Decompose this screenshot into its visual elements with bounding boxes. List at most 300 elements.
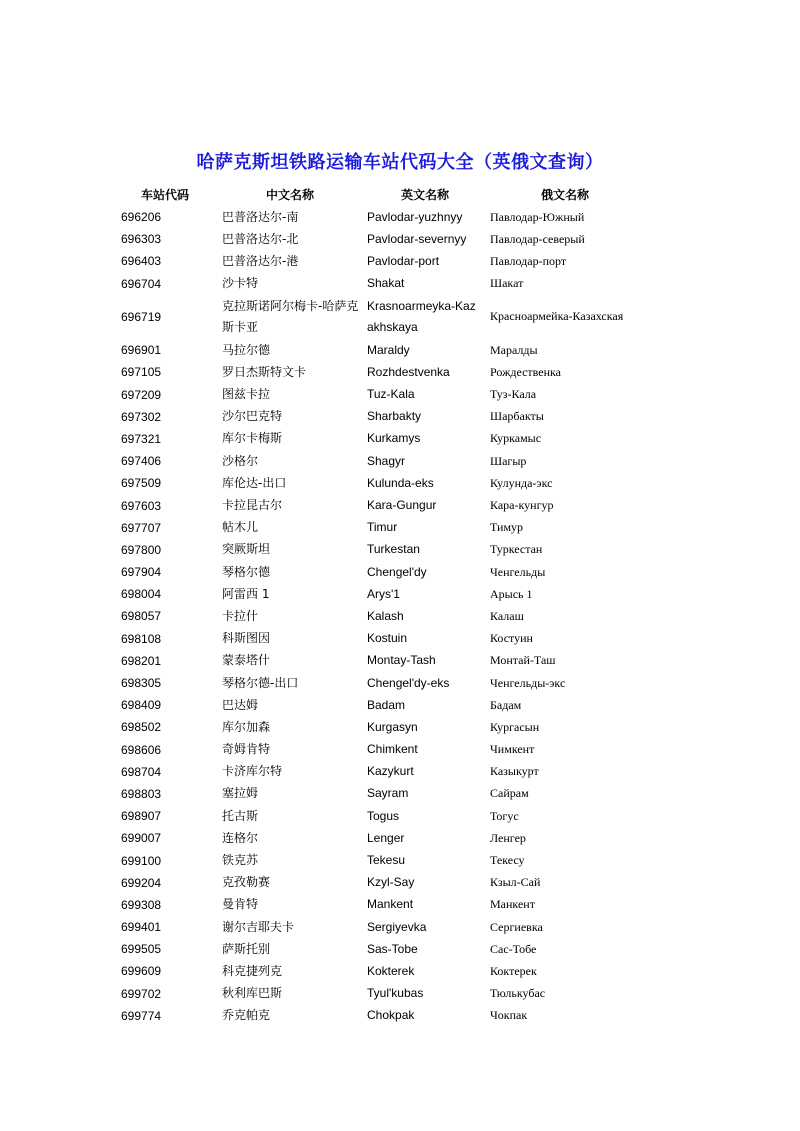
russian-name-cell-text: Тогус <box>490 808 519 823</box>
chinese-name-cell <box>222 739 360 761</box>
table-row <box>0 716 800 738</box>
chinese-name-cell-text: 巴普洛达尔-港 <box>222 253 299 268</box>
english-name-cell <box>367 384 479 406</box>
english-name-cell <box>367 916 479 938</box>
chinese-name-cell <box>222 672 360 694</box>
chinese-name-cell <box>222 716 360 738</box>
station-code-cell-text: 699401 <box>121 920 162 935</box>
chinese-name-cell <box>222 761 360 783</box>
chinese-name-cell <box>222 228 360 250</box>
english-name-cell <box>367 295 479 339</box>
russian-name-cell-text: Калаш <box>490 608 524 623</box>
english-name-cell-text: Kara-Gungur <box>367 498 437 513</box>
station-code-cell-text: 696901 <box>121 343 162 358</box>
russian-name-cell-text: Павлодар-порт <box>490 253 567 268</box>
chinese-name-cell-text: 库尔卡梅斯 <box>222 431 283 446</box>
station-code-cell-text: 697707 <box>121 520 162 535</box>
chinese-name-cell <box>222 539 360 561</box>
table-row <box>0 938 800 960</box>
russian-name-cell-text: Кара-кунгур <box>490 498 554 513</box>
english-name-cell-text: Maraldy <box>367 342 410 357</box>
chinese-name-cell-text: 秋利库巴斯 <box>222 986 283 1001</box>
page-title: 哈萨克斯坦铁路运输车站代码大全（英俄文查询） <box>196 152 604 173</box>
english-name-cell-text: Tekesu <box>367 853 406 868</box>
chinese-name-cell <box>222 517 360 539</box>
russian-name-cell <box>490 938 690 960</box>
chinese-name-cell-text: 谢尔吉耶夫卡 <box>222 919 295 934</box>
english-name-cell-text: Shakat <box>367 276 405 291</box>
station-code-cell-text: 697509 <box>121 476 162 491</box>
station-code-cell <box>121 206 211 228</box>
english-name-cell <box>367 494 479 516</box>
table-row <box>0 450 800 472</box>
english-name-cell-text: Sharbakty <box>367 409 422 424</box>
russian-name-cell <box>490 450 690 472</box>
chinese-name-cell <box>222 583 360 605</box>
chinese-name-cell <box>222 916 360 938</box>
russian-name-cell-text: Манкент <box>490 897 535 912</box>
station-code-cell-text: 698305 <box>121 676 162 691</box>
station-code-cell-text: 696403 <box>121 254 162 269</box>
chinese-name-cell-text: 沙尔巴克特 <box>222 409 283 424</box>
russian-name-cell-text: Шагыр <box>490 453 527 468</box>
russian-name-cell-text: Сас-Тобе <box>490 941 537 956</box>
table-row <box>0 295 800 339</box>
chinese-name-cell <box>222 605 360 627</box>
russian-name-cell <box>490 716 690 738</box>
english-name-cell <box>367 228 479 250</box>
station-code-cell <box>121 361 211 383</box>
station-code-cell <box>121 938 211 960</box>
english-name-cell <box>367 361 479 383</box>
russian-name-cell-text: Шарбакты <box>490 409 544 424</box>
english-name-cell <box>367 517 479 539</box>
english-name-cell-text: Pavlodar-severnyy <box>367 231 467 246</box>
russian-name-cell <box>490 206 690 228</box>
russian-name-cell-text: Сергиевка <box>490 919 543 934</box>
table-row <box>0 849 800 871</box>
english-name-cell-text: Tuz-Kala <box>367 387 415 402</box>
table-row <box>0 339 800 361</box>
english-name-cell-text: Arys'1 <box>367 586 400 601</box>
chinese-name-cell-text: 铁克苏 <box>222 853 259 868</box>
station-code-cell <box>121 916 211 938</box>
station-code-cell-text: 697603 <box>121 498 162 513</box>
russian-name-cell-text: Ченгельды-экс <box>490 675 566 690</box>
station-code-cell <box>121 827 211 849</box>
russian-name-cell <box>490 583 690 605</box>
russian-name-cell <box>490 339 690 361</box>
chinese-name-cell-text: 巴达姆 <box>222 697 259 712</box>
chinese-name-cell <box>222 872 360 894</box>
english-name-cell <box>367 849 479 871</box>
table-row <box>0 872 800 894</box>
table-row <box>0 539 800 561</box>
chinese-name-cell <box>222 472 360 494</box>
english-name-cell <box>367 716 479 738</box>
english-name-cell <box>367 694 479 716</box>
english-name-cell <box>367 472 479 494</box>
english-name-cell <box>367 539 479 561</box>
russian-name-cell-text: Арысь 1 <box>490 586 533 601</box>
station-code-cell <box>121 539 211 561</box>
chinese-name-cell <box>222 938 360 960</box>
chinese-name-cell-text: 帖木儿 <box>222 520 259 535</box>
english-name-cell-text: Tyul'kubas <box>367 986 424 1001</box>
english-name-cell-text: Badam <box>367 697 406 712</box>
table-row <box>0 1005 800 1027</box>
russian-name-cell-text: Шакат <box>490 276 524 291</box>
station-code-cell-text: 696719 <box>121 309 162 324</box>
chinese-name-cell <box>222 805 360 827</box>
chinese-name-cell-text: 乔克帕克 <box>222 1008 271 1023</box>
english-name-cell <box>367 583 479 605</box>
station-code-cell-text: 699774 <box>121 1008 162 1023</box>
chinese-name-cell <box>222 694 360 716</box>
table-row <box>0 894 800 916</box>
english-name-cell <box>367 938 479 960</box>
station-code-cell <box>121 872 211 894</box>
russian-name-cell-text: Павлодар-Южный <box>490 209 585 224</box>
table-row <box>0 494 800 516</box>
russian-name-cell <box>490 960 690 982</box>
english-name-cell <box>367 206 479 228</box>
russian-name-cell <box>490 849 690 871</box>
chinese-name-cell <box>222 273 360 295</box>
station-code-cell-text: 699007 <box>121 831 162 846</box>
station-code-cell-text: 697209 <box>121 387 162 402</box>
station-code-cell-text: 698201 <box>121 653 162 668</box>
table-row <box>0 960 800 982</box>
station-code-cell-text: 698108 <box>121 631 162 646</box>
chinese-name-cell <box>222 494 360 516</box>
english-name-cell-text: Togus <box>367 808 400 823</box>
russian-name-cell-text: Казыкурт <box>490 764 539 779</box>
chinese-name-cell <box>222 361 360 383</box>
station-code-cell <box>121 739 211 761</box>
english-name-cell-text: Mankent <box>367 897 414 912</box>
english-name-cell <box>367 650 479 672</box>
chinese-name-cell-text: 罗日杰斯特文卡 <box>222 364 307 379</box>
station-code-cell <box>121 716 211 738</box>
station-code-cell-text: 697302 <box>121 409 162 424</box>
station-code-cell-text: 698606 <box>121 742 162 757</box>
english-name-cell-text: Chimkent <box>367 742 418 757</box>
english-name-cell <box>367 872 479 894</box>
chinese-name-cell-text: 卡拉什 <box>222 608 259 623</box>
table-row <box>0 628 800 650</box>
station-code-cell-text: 697406 <box>121 454 162 469</box>
russian-name-cell <box>490 561 690 583</box>
english-name-cell-text: Kazykurt <box>367 764 414 779</box>
chinese-name-cell <box>222 1005 360 1027</box>
english-name-cell <box>367 428 479 450</box>
table-row <box>0 517 800 539</box>
russian-name-cell-text: Монтай-Таш <box>490 653 556 668</box>
station-code-cell-text: 698907 <box>121 809 162 824</box>
station-code-cell <box>121 805 211 827</box>
chinese-name-cell-text: 连格尔 <box>222 830 259 845</box>
chinese-name-cell <box>222 827 360 849</box>
chinese-name-cell-text: 马拉尔德 <box>222 342 271 357</box>
chinese-name-cell <box>222 960 360 982</box>
english-name-cell-text: Kurgasyn <box>367 719 418 734</box>
russian-name-cell-text: Маралды <box>490 342 538 357</box>
chinese-name-cell <box>222 783 360 805</box>
station-code-cell <box>121 339 211 361</box>
english-name-cell-text: Shagyr <box>367 453 406 468</box>
station-code-cell <box>121 472 211 494</box>
table-row <box>0 583 800 605</box>
chinese-name-cell <box>222 406 360 428</box>
table-row <box>0 694 800 716</box>
english-name-cell-text: Chengel'dy <box>367 564 427 579</box>
station-code-cell-text: 699702 <box>121 986 162 1001</box>
station-code-cell-text: 698057 <box>121 609 162 624</box>
english-name-cell <box>367 561 479 583</box>
chinese-name-cell <box>222 384 360 406</box>
english-name-cell <box>367 605 479 627</box>
station-code-cell <box>121 561 211 583</box>
chinese-name-cell-text: 琴格尔德 <box>222 564 271 579</box>
russian-name-cell <box>490 628 690 650</box>
chinese-name-cell-text: 图兹卡拉 <box>222 387 271 402</box>
english-name-cell <box>367 783 479 805</box>
russian-name-cell-text: Тимур <box>490 520 524 535</box>
station-code-cell <box>121 250 211 272</box>
english-name-cell-text: Turkestan <box>367 542 420 557</box>
table-row <box>0 739 800 761</box>
table-row <box>0 827 800 849</box>
russian-name-cell <box>490 1005 690 1027</box>
chinese-name-cell <box>222 983 360 1005</box>
station-code-cell-text: 697105 <box>121 365 162 380</box>
station-code-cell <box>121 894 211 916</box>
chinese-name-cell-text: 库伦达-出口 <box>222 475 287 490</box>
station-code-cell-text: 698803 <box>121 786 162 801</box>
table-row <box>0 805 800 827</box>
station-code-cell-text: 699100 <box>121 853 162 868</box>
station-code-cell <box>121 672 211 694</box>
table-row <box>0 605 800 627</box>
table-row <box>0 672 800 694</box>
chinese-name-cell <box>222 206 360 228</box>
table-row <box>0 983 800 1005</box>
english-name-cell <box>367 250 479 272</box>
station-code-cell <box>121 1005 211 1027</box>
station-code-cell-text: 699505 <box>121 942 162 957</box>
table-row <box>0 650 800 672</box>
russian-name-cell-text: Павлодар-северый <box>490 231 585 246</box>
russian-name-cell <box>490 428 690 450</box>
station-code-cell <box>121 450 211 472</box>
english-name-cell <box>367 672 479 694</box>
english-name-cell <box>367 827 479 849</box>
station-code-cell-text: 696206 <box>121 210 162 225</box>
english-name-cell <box>367 805 479 827</box>
chinese-name-cell <box>222 894 360 916</box>
station-code-cell <box>121 650 211 672</box>
table-row <box>0 916 800 938</box>
russian-name-cell <box>490 783 690 805</box>
russian-name-cell <box>490 761 690 783</box>
table-row <box>0 406 800 428</box>
russian-name-cell <box>490 805 690 827</box>
chinese-name-cell-text: 卡济库尔特 <box>222 764 283 779</box>
english-name-cell-text: Chokpak <box>367 1008 415 1023</box>
chinese-name-cell <box>222 428 360 450</box>
station-code-cell <box>121 273 211 295</box>
chinese-name-cell <box>222 849 360 871</box>
russian-name-cell-text: Чокпак <box>490 1008 528 1023</box>
russian-name-cell-text: Куркамыс <box>490 431 542 446</box>
english-name-cell-text: Kokterek <box>367 963 415 978</box>
station-code-cell <box>121 783 211 805</box>
english-name-cell-text: Pavlodar-port <box>367 253 440 268</box>
chinese-name-cell-text: 塞拉姆 <box>222 786 259 801</box>
station-code-cell <box>121 406 211 428</box>
english-name-cell-text: Sas-Tobe <box>367 941 418 956</box>
russian-name-cell <box>490 694 690 716</box>
table-row <box>0 783 800 805</box>
station-code-cell <box>121 384 211 406</box>
station-code-cell-text: 698409 <box>121 698 162 713</box>
english-name-cell <box>367 628 479 650</box>
russian-name-cell <box>490 273 690 295</box>
chinese-name-cell-text: 科克捷列克 <box>222 963 283 978</box>
table-row <box>0 228 800 250</box>
english-name-cell-text: Sergiyevka <box>367 919 427 934</box>
chinese-name-cell <box>222 450 360 472</box>
english-name-cell-text: Krasnoarmeyka-Kazakhskaya <box>367 298 476 334</box>
table-row <box>0 361 800 383</box>
header-english-name: 英文名称 <box>400 188 449 202</box>
english-name-cell-text: Chengel'dy-eks <box>367 675 450 690</box>
table-row <box>0 206 800 228</box>
table-row <box>0 428 800 450</box>
english-name-cell <box>367 339 479 361</box>
station-code-cell <box>121 960 211 982</box>
english-name-cell <box>367 406 479 428</box>
russian-name-cell-text: Бадам <box>490 697 522 712</box>
header-chinese-name: 中文名称 <box>265 188 314 202</box>
station-code-cell-text: 698704 <box>121 764 162 779</box>
russian-name-cell-text: Красноармейка-Казахская <box>490 309 624 324</box>
english-name-cell <box>367 960 479 982</box>
russian-name-cell <box>490 539 690 561</box>
station-code-cell <box>121 583 211 605</box>
english-name-cell-text: Sayram <box>367 786 409 801</box>
chinese-name-cell <box>222 295 360 339</box>
chinese-name-cell-text: 曼肯特 <box>222 897 259 912</box>
english-name-cell <box>367 894 479 916</box>
station-code-cell <box>121 428 211 450</box>
chinese-name-cell <box>222 628 360 650</box>
chinese-name-cell-text: 克拉斯诺阿尔梅卡-哈萨克斯卡亚 <box>222 298 359 334</box>
table-row <box>0 561 800 583</box>
english-name-cell <box>367 273 479 295</box>
station-code-cell <box>121 761 211 783</box>
english-name-cell <box>367 761 479 783</box>
station-code-cell <box>121 517 211 539</box>
russian-name-cell-text: Туз-Кала <box>490 387 537 402</box>
russian-name-cell <box>490 894 690 916</box>
station-code-cell-text: 698004 <box>121 587 162 602</box>
table-row <box>0 250 800 272</box>
english-name-cell <box>367 739 479 761</box>
russian-name-cell <box>490 827 690 849</box>
chinese-name-cell <box>222 339 360 361</box>
header-russian-name: 俄文名称 <box>540 188 589 202</box>
english-name-cell-text: Rozhdestvenka <box>367 364 450 379</box>
station-code-cell-text: 696303 <box>121 232 162 247</box>
table-row <box>0 384 800 406</box>
english-name-cell-text: Kostuin <box>367 631 408 646</box>
english-name-cell <box>367 450 479 472</box>
russian-name-cell-text: Кулунда-экс <box>490 475 553 490</box>
chinese-name-cell-text: 卡拉昆古尔 <box>222 498 283 513</box>
chinese-name-cell-text: 巴普洛达尔-南 <box>222 209 299 224</box>
english-name-cell <box>367 983 479 1005</box>
english-name-cell <box>367 1005 479 1027</box>
station-code-cell <box>121 494 211 516</box>
station-code-cell-text: 697321 <box>121 431 162 446</box>
chinese-name-cell-text: 蒙泰塔什 <box>222 653 271 668</box>
russian-name-cell <box>490 295 690 339</box>
station-code-cell <box>121 849 211 871</box>
russian-name-cell <box>490 605 690 627</box>
station-code-cell-text: 696704 <box>121 276 162 291</box>
russian-name-cell-text: Костуин <box>490 631 533 646</box>
russian-name-cell <box>490 672 690 694</box>
russian-name-cell-text: Ленгер <box>490 830 526 845</box>
chinese-name-cell-text: 阿雷西 1 <box>222 586 270 601</box>
english-name-cell-text: Kalash <box>367 608 404 623</box>
russian-name-cell <box>490 983 690 1005</box>
english-name-cell-text: Timur <box>367 520 398 535</box>
chinese-name-cell-text: 克孜勒赛 <box>222 875 271 890</box>
station-code-cell-text: 699308 <box>121 897 162 912</box>
russian-name-cell <box>490 739 690 761</box>
russian-name-cell <box>490 406 690 428</box>
russian-name-cell <box>490 361 690 383</box>
chinese-name-cell <box>222 250 360 272</box>
table-body <box>0 206 800 1027</box>
russian-name-cell <box>490 650 690 672</box>
table-row <box>0 472 800 494</box>
station-code-cell <box>121 983 211 1005</box>
russian-name-cell-text: Тюлькубас <box>490 986 546 1001</box>
russian-name-cell-text: Кзыл-Сай <box>490 875 541 890</box>
russian-name-cell <box>490 872 690 894</box>
station-code-cell-text: 699609 <box>121 964 162 979</box>
station-code-cell-text: 699204 <box>121 875 162 890</box>
russian-name-cell <box>490 228 690 250</box>
station-code-cell-text: 698502 <box>121 720 162 735</box>
russian-name-cell-text: Кургасын <box>490 719 540 734</box>
russian-name-cell <box>490 250 690 272</box>
russian-name-cell <box>490 494 690 516</box>
table-row <box>0 761 800 783</box>
english-name-cell-text: Montay-Tash <box>367 653 436 668</box>
chinese-name-cell-text: 萨斯托别 <box>222 941 271 956</box>
station-code-cell <box>121 228 211 250</box>
station-code-cell-text: 697800 <box>121 542 162 557</box>
russian-name-cell-text: Чимкент <box>490 742 535 757</box>
russian-name-cell <box>490 384 690 406</box>
chinese-name-cell-text: 奇姆肯特 <box>222 742 271 757</box>
english-name-cell-text: Kulunda-eks <box>367 475 434 490</box>
